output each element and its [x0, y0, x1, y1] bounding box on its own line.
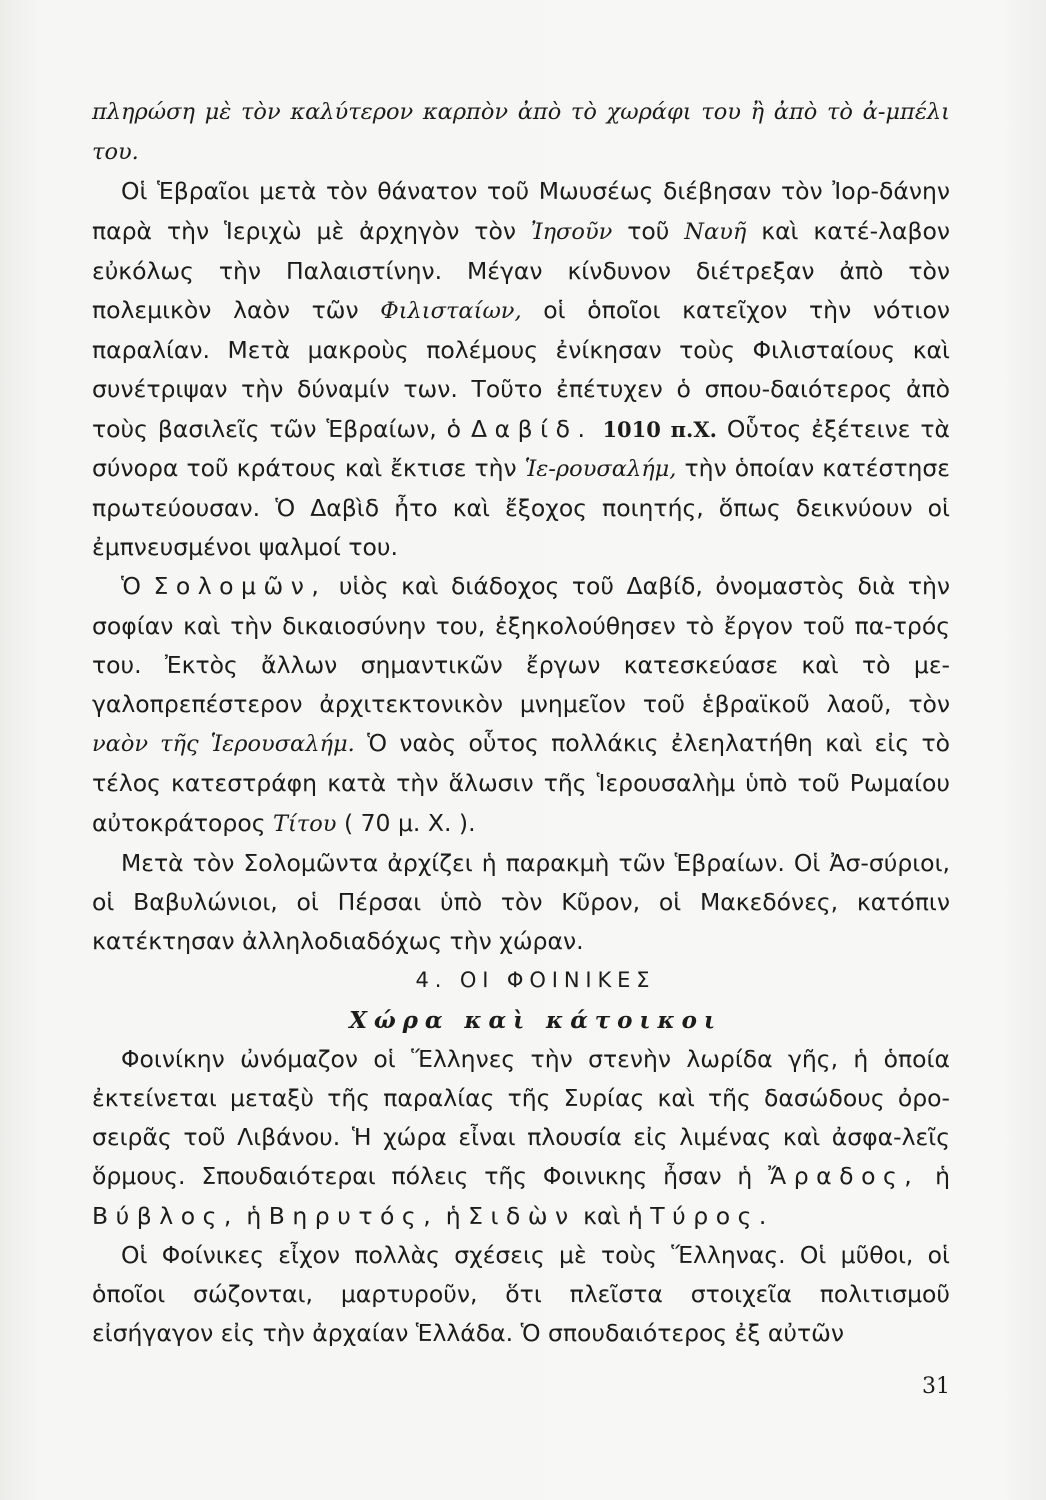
section-title: 4. ΟΙ ΦΟΙΝΙΚΕΣ — [415, 968, 656, 993]
city-berytus: Βηρυτός, — [268, 1201, 439, 1230]
intro-italic-text: πληρώση μὲ τὸν καλύτερον καρπὸν ἀπὸ τὸ χωράφι του ἢ ἀπὸ τὸ ἀ-μπέλι του. — [92, 99, 950, 166]
text-run: ἡ — [438, 1201, 469, 1230]
text-run: Ὁ ναὸς οὗτος πολλάκις ἐλεηλατήθη καὶ εἰς τὸ τέλος κατεστράφη κατὰ τὴν ἅλωσιν τῆς Ἱερουσαλὴμ ὑπὸ τοῦ Ρωμαίου αὐτοκράτορος — [92, 729, 950, 837]
name-david: Δαβίδ. — [471, 414, 593, 443]
subsection-title: Χώρα καὶ κάτοικοι — [349, 1006, 722, 1034]
text-run: υἱὸς καὶ διάδοχος τοῦ Δαβίδ, ὀνομαστὸς διὰ τὴν σοφίαν καὶ τὴν δικαιοσύνην του, ἐξηκολούθησεν τὸ ἔργον τοῦ πα-τρός του. Ἐκτὸς ἄλλων σημαντικῶν ἔργων κατεσκεύασε καὶ τὸ με-γαλοπρεπέστερον ἀρχιτεκτονικὸν μνημεῖον τοῦ ἑβραϊκοῦ λαοῦ, τὸν — [92, 572, 950, 719]
paragraph-hebrews-canaan — [92, 172, 950, 567]
paragraph-solomon — [92, 567, 950, 843]
text-run: καὶ κατέ-λαβον εὐκόλως τὴν Παλαιστίνην. Μέγαν κίνδυνον διέτρεξαν ἀπὸ τὸν πολεμικὸν λαὸν τῶν — [92, 216, 950, 325]
city-tyre: Τύρος. — [650, 1201, 774, 1230]
name-titus: Τίτου — [272, 810, 337, 837]
page-body — [92, 92, 950, 1354]
text-run: οἱ ὁποῖοι κατεῖχον τὴν νότιον παραλίαν. Μετὰ μακροὺς πολέμους ἐνίκησαν τοὺς Φιλισταίους καὶ συνέτριψαν τὴν δύναμίν των. Τοῦτο ἐπέτυχεν ὁ σπου-δαιότερος ἀπὸ τοὺς βασιλεῖς τῶν Ἑβραίων, ὁ — [92, 296, 950, 443]
text-run: Οἱ Ἑβραῖοι μετὰ τὸν θάνατον τοῦ Μωυσέως διέβησαν τὸν Ἰορ-δάνην παρὰ τὴν Ἱεριχὼ μὲ ἀρχηγὸν τὸν — [92, 177, 950, 245]
text-run: ( 70 μ. Χ. ). — [336, 808, 476, 837]
name-philistines: Φιλισταίων, — [380, 298, 522, 325]
name-nave: Ναυῆ — [684, 218, 747, 245]
text-run: τοῦ — [612, 216, 685, 245]
name-joshua: Ἰησοῦν — [530, 218, 613, 245]
name-jerusalem: Ἱε-ρουσαλήμ, — [524, 455, 677, 482]
text-run: Οὗτος ἐξέτεινε τὰ σύνορα τοῦ κράτους καὶ ἔκτισε τὴν — [92, 414, 950, 482]
page-number: 31 — [922, 1374, 950, 1399]
intro-line — [92, 92, 950, 172]
text-run: ἡ — [919, 1162, 950, 1191]
text-run: ἡ — [238, 1201, 269, 1230]
city-sidon: Σιδὼν — [468, 1201, 576, 1230]
paragraph-phoenicia-land — [92, 1040, 950, 1236]
name-temple-jerusalem: ναὸν τῆς Ἱερουσαλήμ. — [92, 731, 355, 758]
paragraph-decline: Μετὰ τὸν Σολομῶντα ἀρχίζει ἡ παρακμὴ τῶν Ἑβραίων. Οἱ Ἀσ-σύριοι, οἱ Βαβυλώνιοι, οἱ Πέρσαι ὑπὸ τὸν Κῦρον, οἱ Μακεδόνες, κατόπιν κατέκτησαν ἀλληλοδιαδόχως τὴν χώραν. — [92, 848, 950, 956]
text-run: Φοινίκην ὠνόμαζον οἱ Ἕλληνες τὴν στενὴν λωρίδα γῆς, ἡ ὁποία ἐκτείνεται μεταξὺ τῆς παραλίας τῆς Συρίας καὶ τῆς δασώδους ὀρο-σειρᾶς τοῦ Λιβάνου. Ἡ χώρα εἶναι πλουσία εἰς λιμένας καὶ ἀσφα-λεῖς ὅρμους. Σπουδαιότεραι πόλεις τῆς Φοινικης ἦσαν ἡ — [92, 1044, 950, 1191]
name-solomon: Σολομῶν, — [153, 572, 327, 601]
city-byblos: Βύβλος, — [92, 1201, 239, 1230]
date-1010-bc: 1010 π.Χ. — [602, 416, 717, 442]
text-run: Ὁ — [121, 572, 154, 601]
text-run: καὶ ἡ — [575, 1201, 651, 1230]
paragraph-phoenicians-greeks: Οἱ Φοίνικες εἶχον πολλὰς σχέσεις μὲ τοὺς Ἕλληνας. Οἱ μῦθοι, οἱ ὁποῖοι σώζονται, μαρτυροῦν, ὅτι πλεῖστα στοιχεῖα πολιτισμοῦ εἰσήγαγον εἰς τὴν ἀρχαίαν Ἑλλάδα. Ὁ σπουδαιότερος ἐξ αὐτῶν — [92, 1240, 950, 1348]
text-run: τὴν ὁποίαν κατέστησε πρωτεύουσαν. Ὁ Δαβὶδ ἦτο καὶ ἔξοχος ποιητής, ὅπως δεικνύουν οἱ ἐμπνευσμένοι ψαλμοί του. — [92, 453, 950, 562]
city-arados: Ἄραδος, — [768, 1162, 920, 1191]
